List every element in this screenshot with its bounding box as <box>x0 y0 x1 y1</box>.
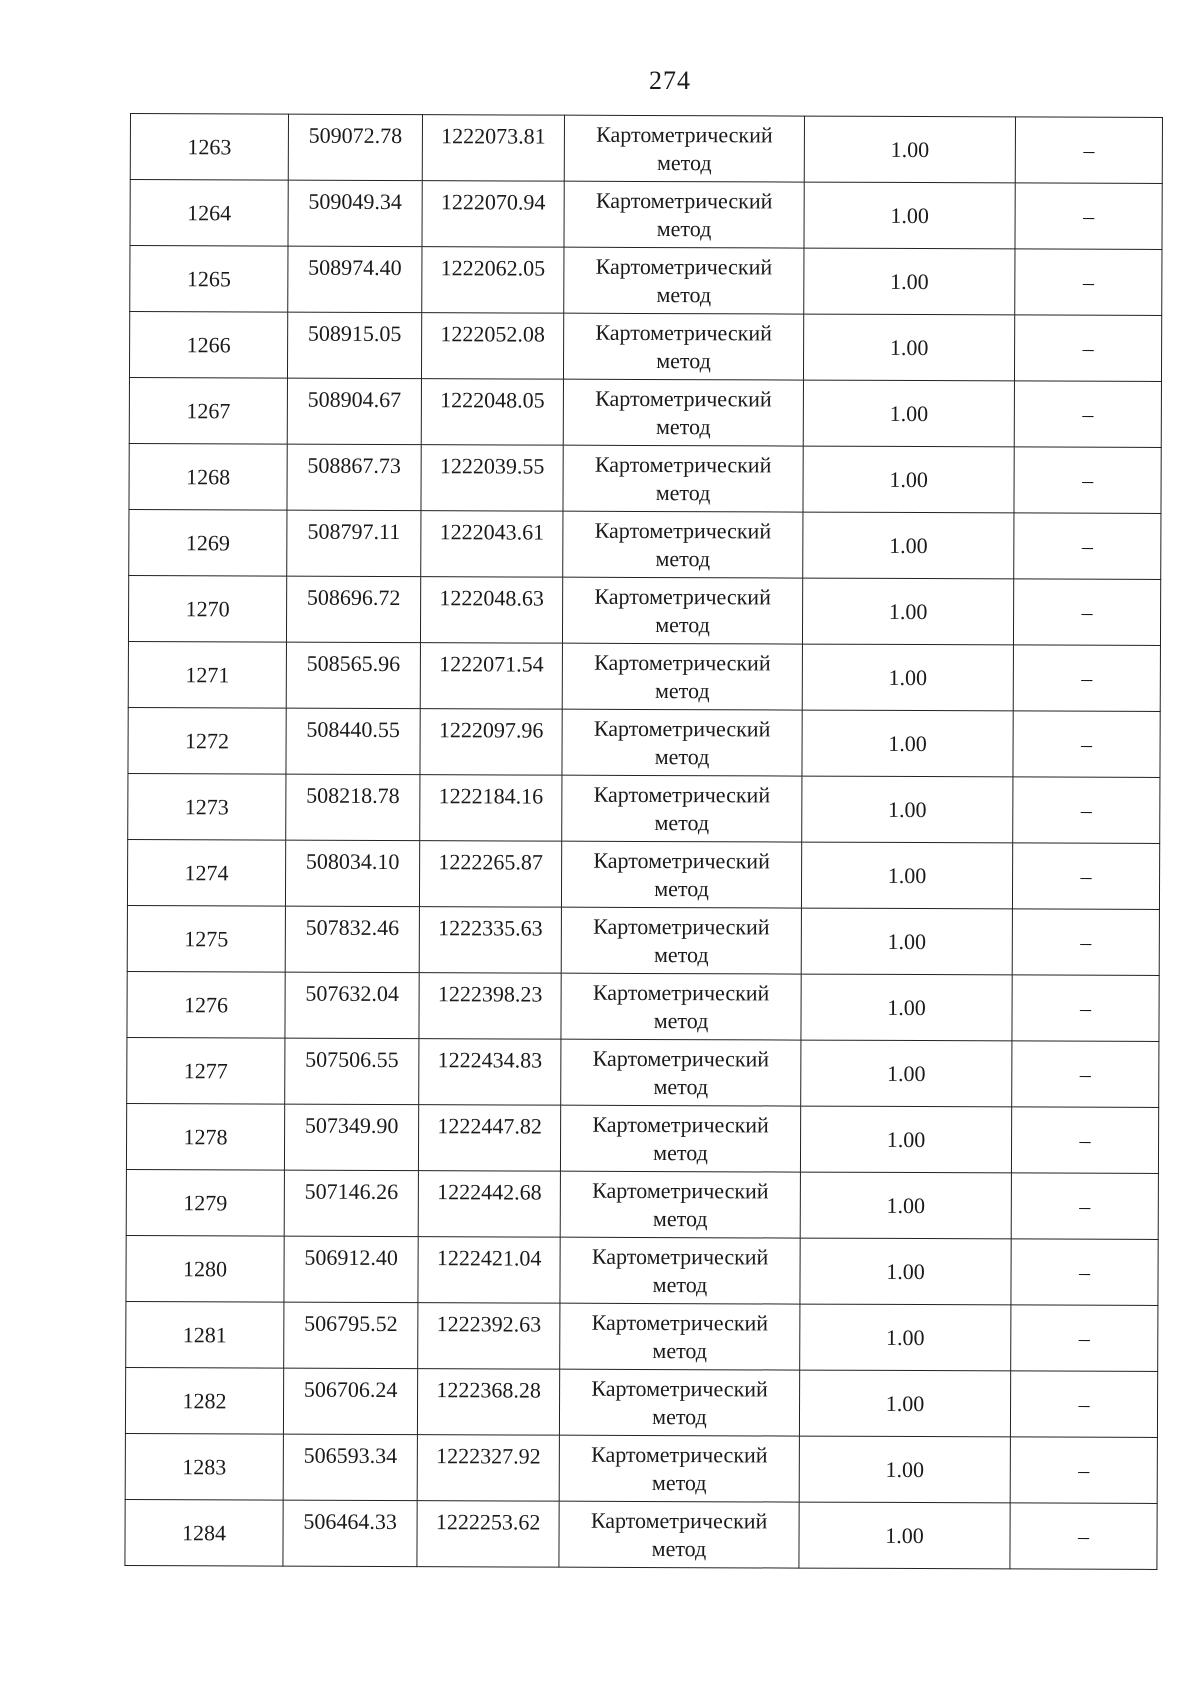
x-coordinate-cell: 506795.52 <box>284 1302 418 1369</box>
method-word-line: метод <box>652 1205 708 1231</box>
method-word-line: метод <box>655 413 711 439</box>
note-cell: – <box>1013 777 1160 844</box>
table-row <box>126 1235 1158 1305</box>
note-cell: – <box>1010 1371 1157 1438</box>
accuracy-cell: 1.00 <box>802 644 1013 711</box>
accuracy-cell: 1.00 <box>804 248 1015 315</box>
coordinates-table <box>124 113 1163 1570</box>
table-row <box>125 1367 1157 1437</box>
method-word-line: метод <box>656 215 712 241</box>
accuracy-cell: 1.00 <box>800 1304 1011 1371</box>
table-row <box>129 377 1161 447</box>
x-coordinate-cell: 508904.67 <box>287 378 421 445</box>
point-number-cell: 1279 <box>126 1169 284 1236</box>
y-coordinate-cell: 1222447.82 <box>418 1105 560 1172</box>
point-number-cell: 1284 <box>125 1499 283 1566</box>
method-cell <box>561 841 801 908</box>
method-word-line: метод <box>653 1139 708 1165</box>
x-coordinate-cell: 506464.33 <box>283 1500 417 1567</box>
accuracy-cell: 1.00 <box>799 1502 1010 1569</box>
x-coordinate-cell: 509049.34 <box>288 180 422 247</box>
accuracy-cell: 1.00 <box>802 776 1013 843</box>
x-coordinate-cell: 508565.96 <box>286 642 420 709</box>
y-coordinate-cell: 1222398.23 <box>419 973 561 1040</box>
x-coordinate-cell: 507146.26 <box>284 1170 418 1237</box>
table-row <box>127 905 1159 975</box>
note-cell: – <box>1012 975 1159 1042</box>
method-word-line: метод <box>654 743 710 769</box>
method-name-line: Картометрический <box>593 913 770 939</box>
accuracy-cell: 1.00 <box>802 578 1013 645</box>
point-number-cell: 1271 <box>128 641 286 708</box>
method-word-line: метод <box>653 1007 709 1033</box>
accuracy-cell: 1.00 <box>800 1238 1011 1305</box>
method-cell <box>563 511 803 578</box>
table-row <box>126 1169 1158 1239</box>
method-name-line: Картометрический <box>590 1507 768 1533</box>
x-coordinate-cell: 506912.40 <box>284 1236 418 1303</box>
method-name-line: Картометрический <box>592 1111 769 1137</box>
method-cell <box>564 115 804 182</box>
y-coordinate-cell: 1222434.83 <box>419 1039 561 1106</box>
table-row <box>127 971 1159 1041</box>
accuracy-cell: 1.00 <box>803 446 1014 513</box>
table-row <box>128 575 1160 645</box>
x-coordinate-cell: 508797.11 <box>287 510 421 577</box>
method-name-line: Картометрический <box>591 1441 768 1467</box>
table-row <box>126 1301 1158 1371</box>
point-number-cell: 1281 <box>126 1301 284 1368</box>
method-word-line: метод <box>656 149 712 175</box>
y-coordinate-cell: 1222048.63 <box>420 577 562 644</box>
y-coordinate-cell: 1222039.55 <box>421 445 563 512</box>
table-row <box>127 839 1159 909</box>
note-cell: – <box>1014 315 1161 382</box>
method-cell <box>559 1435 799 1502</box>
accuracy-cell: 1.00 <box>801 842 1012 909</box>
method-name-line: Картометрический <box>592 1177 769 1203</box>
y-coordinate-cell: 1222442.68 <box>418 1171 560 1238</box>
y-coordinate-cell: 1222335.63 <box>419 907 561 974</box>
accuracy-cell: 1.00 <box>801 908 1012 975</box>
x-coordinate-cell: 508696.72 <box>286 576 420 643</box>
method-word-line: метод <box>652 1403 707 1429</box>
accuracy-cell: 1.00 <box>801 1040 1012 1107</box>
point-number-cell: 1282 <box>125 1367 283 1434</box>
x-coordinate-cell: 508974.40 <box>288 246 422 313</box>
table-row <box>126 1103 1158 1173</box>
method-name-line: Картометрический <box>593 715 771 741</box>
note-cell: – <box>1011 1305 1158 1372</box>
y-coordinate-cell: 1222265.87 <box>419 841 561 908</box>
method-cell <box>560 1303 800 1370</box>
accuracy-cell: 1.00 <box>799 1436 1010 1503</box>
method-name-line: Картометрический <box>595 187 773 213</box>
method-name-line: Картометрический <box>594 517 772 543</box>
note-cell: – <box>1014 447 1161 514</box>
method-word-line: метод <box>653 941 709 967</box>
accuracy-cell: 1.00 <box>804 182 1015 249</box>
y-coordinate-cell: 1222048.05 <box>421 379 563 446</box>
method-cell <box>559 1369 799 1436</box>
y-coordinate-cell: 1222253.62 <box>417 1501 559 1568</box>
note-cell: – <box>1014 513 1161 580</box>
table-row <box>128 707 1160 777</box>
method-name-line: Картометрический <box>593 781 771 807</box>
method-cell <box>562 709 802 776</box>
table-row <box>127 1037 1159 1107</box>
method-word-line: метод <box>655 611 710 637</box>
x-coordinate-cell: 508218.78 <box>286 774 420 841</box>
method-name-line: Картометрический <box>591 1243 769 1269</box>
x-coordinate-cell: 506706.24 <box>283 1368 417 1435</box>
note-cell: – <box>1013 645 1160 712</box>
method-cell <box>562 775 802 842</box>
method-word-line: метод <box>654 677 710 703</box>
method-name-line: Картометрический <box>592 979 770 1005</box>
note-cell: – <box>1015 249 1162 316</box>
point-number-cell: 1267 <box>129 377 287 444</box>
table-row <box>129 443 1161 513</box>
point-number-cell: 1270 <box>128 575 286 642</box>
point-number-cell: 1278 <box>126 1103 284 1170</box>
accuracy-cell: 1.00 <box>803 314 1014 381</box>
note-cell: – <box>1011 1173 1158 1240</box>
method-cell <box>564 247 804 314</box>
x-coordinate-cell: 508915.05 <box>287 312 421 379</box>
point-number-cell: 1277 <box>127 1037 285 1104</box>
note-cell: – <box>1012 1041 1159 1108</box>
point-number-cell: 1268 <box>129 443 287 510</box>
x-coordinate-cell: 509072.78 <box>288 114 422 181</box>
y-coordinate-cell: 1222052.08 <box>421 313 563 380</box>
accuracy-cell: 1.00 <box>802 710 1013 777</box>
point-number-cell: 1274 <box>127 839 285 906</box>
x-coordinate-cell: 507349.90 <box>284 1104 418 1171</box>
y-coordinate-cell: 1222368.28 <box>417 1369 559 1436</box>
method-word-line: метод <box>656 281 712 307</box>
y-coordinate-cell: 1222073.81 <box>422 115 564 182</box>
y-coordinate-cell: 1222392.63 <box>418 1303 560 1370</box>
note-cell: – <box>1014 381 1161 448</box>
note-cell: – <box>1012 843 1159 910</box>
y-coordinate-cell: 1222062.05 <box>422 247 564 314</box>
x-coordinate-cell: 508034.10 <box>285 840 419 907</box>
table-row <box>125 1433 1157 1503</box>
method-cell <box>561 973 801 1040</box>
y-coordinate-cell: 1222184.16 <box>420 775 562 842</box>
method-name-line: Картометрический <box>594 451 772 477</box>
method-word-line: метод <box>651 1535 707 1561</box>
method-word-line: метод <box>652 1271 708 1297</box>
note-cell: – <box>1010 1503 1157 1570</box>
y-coordinate-cell: 1222070.94 <box>422 181 564 248</box>
point-number-cell: 1280 <box>126 1235 284 1302</box>
note-cell: – <box>1013 711 1160 778</box>
x-coordinate-cell: 507832.46 <box>285 906 419 973</box>
page-number: 274 <box>649 66 691 95</box>
method-word-line: метод <box>654 809 710 835</box>
note-cell: – <box>1015 183 1162 250</box>
point-number-cell: 1276 <box>127 971 285 1038</box>
method-name-line: Картометрический <box>592 1045 770 1071</box>
table-row <box>128 773 1160 843</box>
method-cell <box>561 1039 801 1106</box>
method-word-line: метод <box>651 1469 707 1495</box>
method-cell <box>562 577 802 644</box>
method-name-line: Картометрический <box>593 847 770 873</box>
table-row <box>130 246 1162 316</box>
method-cell <box>562 643 802 710</box>
accuracy-cell: 1.00 <box>804 116 1015 183</box>
y-coordinate-cell: 1222097.96 <box>420 709 562 776</box>
accuracy-cell: 1.00 <box>800 1106 1011 1173</box>
accuracy-cell: 1.00 <box>799 1370 1010 1437</box>
coordinates-table-body <box>125 114 1163 1570</box>
method-word-line: метод <box>655 545 711 571</box>
point-number-cell: 1269 <box>129 509 287 576</box>
y-coordinate-cell: 1222327.92 <box>417 1435 559 1502</box>
method-name-line: Картометрический <box>595 253 773 279</box>
method-name-line: Картометрический <box>595 319 772 345</box>
accuracy-cell: 1.00 <box>801 974 1012 1041</box>
point-number-cell: 1263 <box>130 114 288 181</box>
point-number-cell: 1273 <box>128 773 286 840</box>
method-word-line: метод <box>654 875 709 901</box>
method-cell <box>564 181 804 248</box>
table-row <box>130 114 1162 184</box>
note-cell: – <box>1012 909 1159 976</box>
method-cell <box>561 907 801 974</box>
accuracy-cell: 1.00 <box>803 380 1014 447</box>
method-cell <box>560 1171 800 1238</box>
point-number-cell: 1275 <box>127 905 285 972</box>
x-coordinate-cell: 508867.73 <box>287 444 421 511</box>
table-row <box>128 641 1160 711</box>
y-coordinate-cell: 1222071.54 <box>420 643 562 710</box>
accuracy-cell: 1.00 <box>800 1172 1011 1239</box>
method-name-line: Картометрический <box>594 649 771 675</box>
method-cell <box>559 1501 799 1568</box>
x-coordinate-cell: 507506.55 <box>285 1038 419 1105</box>
point-number-cell: 1283 <box>125 1433 283 1500</box>
method-cell <box>563 379 803 446</box>
table-row <box>129 312 1161 382</box>
note-cell: – <box>1011 1107 1158 1174</box>
method-word-line: метод <box>652 1337 708 1363</box>
note-cell: – <box>1010 1437 1157 1504</box>
x-coordinate-cell: 507632.04 <box>285 972 419 1039</box>
point-number-cell: 1272 <box>128 707 286 774</box>
method-name-line: Картометрический <box>595 385 772 411</box>
point-number-cell: 1265 <box>130 246 288 313</box>
y-coordinate-cell: 1222421.04 <box>418 1237 560 1304</box>
method-name-line: Картометрический <box>591 1309 769 1335</box>
x-coordinate-cell: 506593.34 <box>283 1434 417 1501</box>
method-word-line: метод <box>655 479 711 505</box>
x-coordinate-cell: 508440.55 <box>286 708 420 775</box>
note-cell: – <box>1013 579 1160 646</box>
note-cell: – <box>1015 117 1162 184</box>
table-row <box>129 509 1161 579</box>
table-row <box>125 1499 1157 1569</box>
method-word-line: метод <box>653 1073 709 1099</box>
method-name-line: Картометрический <box>594 583 771 609</box>
method-name-line: Картометрический <box>596 121 773 147</box>
note-cell: – <box>1011 1239 1158 1306</box>
accuracy-cell: 1.00 <box>803 512 1014 579</box>
method-word-line: метод <box>656 347 711 373</box>
method-cell <box>560 1105 800 1172</box>
table-row <box>130 180 1162 250</box>
method-cell <box>563 445 803 512</box>
point-number-cell: 1264 <box>130 180 288 247</box>
method-cell <box>563 313 803 380</box>
point-number-cell: 1266 <box>129 312 287 379</box>
method-cell <box>560 1237 800 1304</box>
method-name-line: Картометрический <box>591 1375 768 1401</box>
y-coordinate-cell: 1222043.61 <box>421 511 563 578</box>
